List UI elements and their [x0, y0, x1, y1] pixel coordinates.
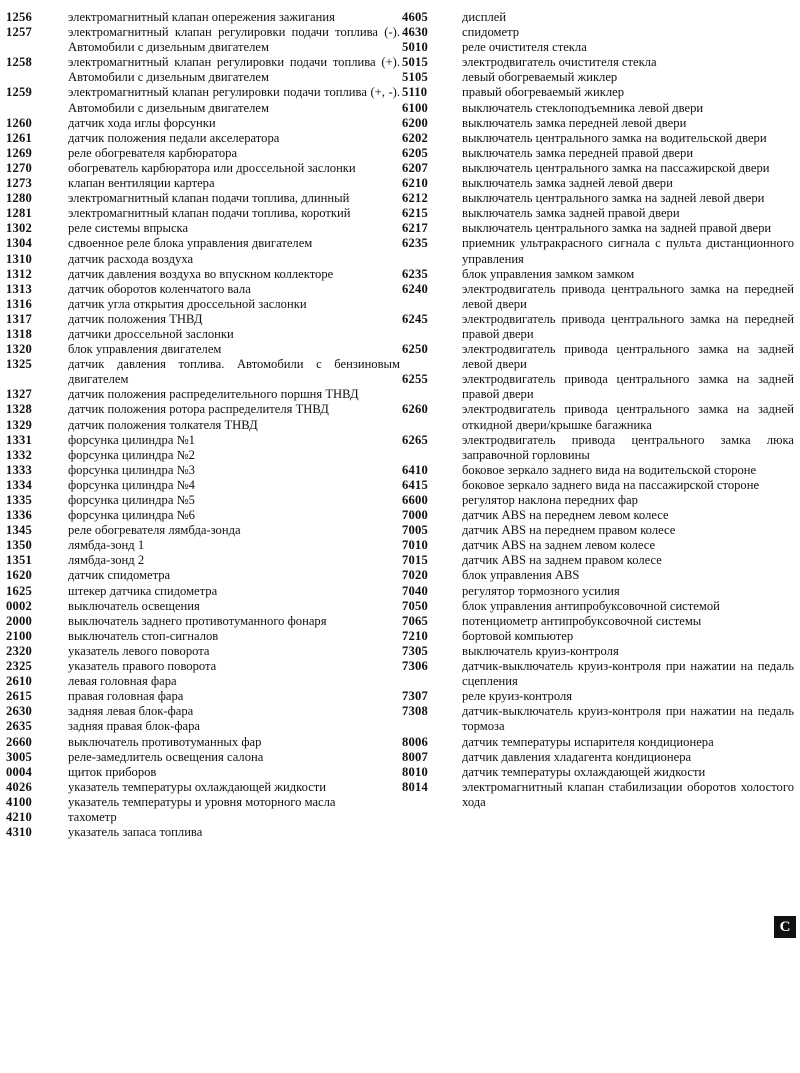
component-description: указатель правого поворота — [68, 659, 217, 674]
component-code: 5110 — [402, 85, 428, 100]
list-item — [402, 161, 794, 176]
list-item — [6, 55, 400, 85]
list-item — [6, 780, 400, 795]
list-item — [6, 719, 400, 734]
component-description: датчик угла открытия дроссельной заслонки — [68, 296, 307, 311]
list-item — [6, 750, 400, 765]
list-item — [402, 750, 794, 765]
component-description: лямбда-зонд 1 — [68, 538, 145, 553]
list-item — [402, 146, 794, 161]
component-description: форсунка цилиндра №3 — [68, 462, 195, 477]
component-code: 4210 — [6, 809, 32, 824]
component-description: выключатель освещения — [68, 598, 200, 613]
component-description: задняя правая блок-фара — [68, 719, 201, 734]
list-item — [402, 131, 794, 146]
list-item — [402, 478, 794, 493]
component-code: 7040 — [402, 583, 428, 598]
list-item — [6, 523, 400, 538]
component-description: блок управления двигателем — [68, 342, 222, 357]
component-description: клапан вентиляции картера — [68, 176, 215, 191]
component-code: 6207 — [402, 160, 428, 175]
list-item — [6, 161, 400, 176]
component-code: 1350 — [6, 538, 32, 553]
component-code: 1281 — [6, 206, 32, 221]
component-description: выключатель замка задней правой двери — [462, 206, 680, 221]
list-item — [6, 357, 400, 387]
list-item — [6, 644, 400, 659]
component-description: форсунка цилиндра №5 — [68, 493, 195, 507]
list-item — [402, 493, 794, 508]
component-code: 7065 — [402, 613, 428, 628]
component-description: потенциометр антипробуксовочной системы — [462, 613, 702, 628]
list-item — [402, 372, 794, 402]
component-code: 6255 — [402, 372, 428, 387]
component-code: 1333 — [6, 462, 32, 477]
component-code: 1320 — [6, 342, 32, 357]
component-description: датчик-выключатель круиз-контроля при нажатии на педаль сцепления — [462, 659, 794, 689]
component-description: электродвигатель привода центрального замка на передней правой двери — [462, 311, 794, 341]
component-description: реле круиз-контроля — [462, 689, 573, 704]
list-item — [402, 10, 794, 25]
component-code: 6217 — [402, 221, 428, 236]
list-item — [402, 463, 794, 478]
list-item — [6, 402, 400, 417]
list-item — [6, 131, 400, 146]
component-description: блок управления ABS — [462, 568, 580, 583]
list-item — [6, 236, 400, 251]
list-item — [402, 342, 794, 372]
component-description: выключатель круиз-контроля — [462, 643, 619, 658]
component-code: 6250 — [402, 342, 428, 357]
component-description: выключатель замка передней правой двери — [462, 145, 694, 160]
component-description: регулятор наклона передних фар — [462, 493, 638, 507]
component-description: выключатель стоп-сигналов — [68, 628, 219, 643]
component-code: 2630 — [6, 704, 32, 719]
list-item — [6, 448, 400, 463]
component-description: датчик расхода воздуха — [68, 251, 194, 266]
list-item — [6, 629, 400, 644]
component-code: 1329 — [6, 417, 32, 432]
component-code: 1327 — [6, 387, 32, 402]
component-description: датчик положения распределительного поршня ТНВД — [68, 387, 359, 402]
component-code: 1312 — [6, 266, 32, 281]
list-item — [402, 780, 794, 810]
list-item — [6, 704, 400, 719]
list-item — [402, 659, 794, 689]
component-code: 1335 — [6, 493, 32, 507]
list-item — [402, 70, 794, 85]
component-description: сдвоенное реле блока управления двигателем — [68, 236, 313, 251]
component-description: щиток приборов — [68, 764, 157, 779]
list-item — [402, 191, 794, 206]
component-code: 1351 — [6, 553, 32, 568]
component-code: 1325 — [6, 357, 32, 372]
component-code: 6235 — [402, 266, 428, 281]
component-code: 7000 — [402, 508, 428, 523]
list-item — [6, 614, 400, 629]
component-code: 0002 — [6, 598, 32, 613]
component-code: 0004 — [6, 764, 32, 779]
component-description: левая головная фара — [68, 674, 177, 689]
list-item — [6, 297, 400, 312]
component-description: выключатель центрального замка на задней правой двери — [462, 221, 772, 236]
component-description: указатель температуры охлаждающей жидкости — [68, 779, 327, 794]
component-description: датчик положения педали акселератора — [68, 130, 280, 145]
component-description: боковое зеркало заднего вида на пассажирской стороне — [462, 477, 760, 492]
component-code: 1620 — [6, 568, 32, 583]
component-code: 1625 — [6, 583, 32, 598]
component-code: 6265 — [402, 432, 428, 447]
list-item — [402, 402, 794, 432]
component-description: форсунка цилиндра №1 — [68, 432, 195, 447]
component-code: 7005 — [402, 523, 428, 538]
list-item — [6, 735, 400, 750]
component-code: 6212 — [402, 191, 428, 206]
component-description: выключатель замка передней левой двери — [462, 115, 687, 130]
component-description: блок управления антипробуксовочной системой — [462, 598, 720, 613]
component-code: 6210 — [402, 176, 428, 191]
list-item — [402, 101, 794, 116]
list-item — [402, 236, 794, 266]
component-description: электродвигатель привода центрального замка на задней откидной двери/крышке багажника — [462, 402, 794, 432]
list-item — [402, 568, 794, 583]
list-item — [6, 116, 400, 131]
component-code: 7050 — [402, 598, 428, 613]
list-item — [6, 795, 400, 810]
component-description: обогреватель карбюратора или дроссельной заслонки — [68, 160, 356, 175]
list-item — [402, 282, 794, 312]
list-item — [6, 221, 400, 236]
component-code: 6205 — [402, 145, 428, 160]
component-description: задняя левая блок-фара — [68, 704, 194, 719]
component-description: электромагнитный клапан регулировки подачи топлива (+, -). Автомобили с дизельным двигателем — [68, 85, 400, 115]
component-description: выключатель центрального замка на водительской двери — [462, 130, 767, 145]
list-item — [6, 493, 400, 508]
component-code: 1302 — [6, 221, 32, 236]
component-description: датчик ABS на переднем левом колесе — [462, 508, 669, 523]
list-item — [402, 765, 794, 780]
component-description: правый обогреваемый жиклер — [462, 85, 624, 100]
component-description: датчик давления воздуха во впускном коллекторе — [68, 266, 334, 281]
component-code: 6410 — [402, 462, 428, 477]
component-description: датчик оборотов коленчатого вала — [68, 281, 251, 296]
component-code: 1280 — [6, 191, 32, 206]
component-code: 2325 — [6, 659, 32, 674]
list-item — [402, 523, 794, 538]
component-description: датчик ABS на заднем правом колесе — [462, 553, 662, 568]
list-item — [402, 40, 794, 55]
component-description: электродвигатель привода центрального замка люка заправочной горловины — [462, 432, 794, 462]
component-code: 1313 — [6, 281, 32, 296]
list-item — [402, 55, 794, 70]
list-item — [6, 146, 400, 161]
component-code: 6415 — [402, 477, 428, 492]
component-code: 8010 — [402, 764, 428, 779]
list-item — [402, 25, 794, 40]
list-item — [6, 463, 400, 478]
component-description: датчик спидометра — [68, 568, 171, 583]
component-code: 2635 — [6, 719, 32, 734]
component-description: боковое зеркало заднего вида на водительской стороне — [462, 462, 757, 477]
component-description: выключатель стеклоподъемника левой двери — [462, 100, 704, 115]
component-description: электромагнитный клапан стабилизации оборотов холостого хода — [462, 779, 794, 809]
component-code: 4100 — [6, 794, 32, 809]
component-description: форсунка цилиндра №6 — [68, 508, 195, 523]
component-description: электромагнитный клапан подачи топлива, короткий — [68, 206, 351, 221]
component-code: 1317 — [6, 311, 32, 326]
list-item — [6, 825, 400, 840]
component-description: реле-замедлитель освещения салона — [68, 749, 264, 764]
component-description: датчик ABS на переднем правом колесе — [462, 523, 676, 538]
component-description: выключатель центрального замка на задней левой двери — [462, 191, 765, 206]
list-item — [402, 176, 794, 191]
list-item — [6, 538, 400, 553]
component-code: 7308 — [402, 704, 428, 719]
list-item — [6, 267, 400, 282]
component-code: 7210 — [402, 628, 428, 643]
component-code: 2610 — [6, 674, 32, 689]
list-item — [6, 191, 400, 206]
list-item — [402, 85, 794, 100]
component-description: датчик хода иглы форсунки — [68, 115, 216, 130]
list-item — [6, 508, 400, 523]
component-description: реле очистителя стекла — [462, 40, 587, 55]
component-description: датчик положения толкателя ТНВД — [68, 417, 258, 432]
right-column — [400, 10, 794, 810]
component-description: электромагнитный клапан опережения зажигания — [68, 10, 335, 24]
component-code: 1336 — [6, 508, 32, 523]
component-code: 2615 — [6, 689, 32, 704]
component-description: выключатель центрального замка на пассажирской двери — [462, 160, 770, 175]
component-description: датчик-выключатель круиз-контроля при нажатии на педаль тормоза — [462, 704, 794, 734]
list-item — [6, 765, 400, 780]
list-item — [6, 584, 400, 599]
component-description: тахометр — [68, 809, 117, 824]
list-item — [6, 342, 400, 357]
component-code: 1261 — [6, 130, 32, 145]
component-code: 5015 — [402, 55, 428, 70]
component-code: 5105 — [402, 70, 428, 85]
list-item — [6, 689, 400, 704]
component-code: 4605 — [402, 10, 428, 24]
component-description: выключатель противотуманных фар — [68, 734, 262, 749]
component-code: 2320 — [6, 643, 32, 658]
list-item — [402, 584, 794, 599]
component-code: 8007 — [402, 749, 428, 764]
list-item — [402, 644, 794, 659]
component-code: 3005 — [6, 749, 32, 764]
list-item — [402, 538, 794, 553]
component-description: приемник ультракрасного сигнала с пульта дистанционного управления — [462, 236, 794, 266]
component-code: 7015 — [402, 553, 428, 568]
list-item — [402, 735, 794, 750]
list-item — [6, 659, 400, 674]
list-item — [402, 116, 794, 131]
component-code: 1332 — [6, 447, 32, 462]
component-code: 4630 — [402, 25, 428, 40]
list-item — [6, 418, 400, 433]
component-description: выключатель замка задней левой двери — [462, 176, 673, 191]
component-description: электродвигатель привода центрального замка на задней правой двери — [462, 372, 794, 402]
component-code: 8006 — [402, 734, 428, 749]
list-item — [6, 327, 400, 342]
list-item — [6, 568, 400, 583]
component-description: выключатель заднего противотуманного фонаря — [68, 613, 327, 628]
component-code: 7010 — [402, 538, 428, 553]
component-description: датчики дроссельной заслонки — [68, 326, 234, 341]
component-code: 1334 — [6, 477, 32, 492]
list-item — [402, 553, 794, 568]
list-item — [6, 176, 400, 191]
component-description: правая головная фара — [68, 689, 184, 704]
component-description: дисплей — [462, 10, 507, 24]
component-code: 2000 — [6, 613, 32, 628]
component-description: блок управления замком замком — [462, 266, 635, 281]
list-item — [6, 252, 400, 267]
component-code: 1256 — [6, 10, 32, 24]
list-item — [6, 553, 400, 568]
component-description: датчик давления хладагента кондиционера — [462, 749, 692, 764]
component-code: 8014 — [402, 779, 428, 794]
component-code: 7306 — [402, 659, 428, 674]
component-code: 6240 — [402, 281, 428, 296]
component-code: 1257 — [6, 25, 32, 40]
component-description: лямбда-зонд 2 — [68, 553, 145, 568]
list-item — [402, 508, 794, 523]
component-description: указатель запаса топлива — [68, 825, 203, 840]
component-description: форсунка цилиндра №4 — [68, 477, 195, 492]
component-code: 1345 — [6, 523, 32, 538]
list-item — [6, 312, 400, 327]
list-item — [402, 221, 794, 236]
component-code: 1260 — [6, 115, 32, 130]
component-description: датчик положения ротора распределителя ТНВД — [68, 402, 329, 417]
component-code: 1259 — [6, 85, 32, 100]
list-item — [402, 206, 794, 221]
component-code: 1316 — [6, 296, 32, 311]
page-corner-mark: C — [774, 916, 796, 938]
component-code: 6215 — [402, 206, 428, 221]
component-description: штекер датчика спидометра — [68, 583, 218, 598]
component-code: 6100 — [402, 100, 428, 115]
component-code: 1304 — [6, 236, 32, 251]
component-code: 1331 — [6, 432, 32, 447]
component-code: 6260 — [402, 402, 428, 417]
list-item — [6, 206, 400, 221]
component-description: датчик давления топлива. Автомобили с бензиновым двигателем — [68, 357, 400, 387]
component-code: 7020 — [402, 568, 428, 583]
list-item — [6, 10, 400, 25]
component-code: 1258 — [6, 55, 32, 70]
component-description: электромагнитный клапан регулировки подачи топлива (+). Автомобили с дизельным двигателем — [68, 55, 400, 85]
component-description: бортовой компьютер — [462, 628, 574, 643]
component-code: 1270 — [6, 160, 32, 175]
list-item — [6, 25, 400, 55]
list-item — [402, 629, 794, 644]
list-item — [6, 810, 400, 825]
component-description: спидометр — [462, 25, 520, 40]
list-item — [402, 267, 794, 282]
list-item — [402, 704, 794, 734]
list-item — [6, 433, 400, 448]
component-code: 1318 — [6, 326, 32, 341]
list-item — [402, 614, 794, 629]
component-description: датчик ABS на заднем левом колесе — [462, 538, 656, 553]
component-code: 1328 — [6, 402, 32, 417]
component-description: указатель температуры и уровня моторного масла — [68, 794, 336, 809]
component-code: 6235 — [402, 236, 428, 251]
component-code: 1273 — [6, 176, 32, 191]
component-code: 7305 — [402, 643, 428, 658]
list-item — [402, 433, 794, 463]
component-description: реле обогревателя лямбда-зонда — [68, 523, 241, 538]
component-code: 7307 — [402, 689, 428, 704]
component-description: электромагнитный клапан подачи топлива, длинный — [68, 191, 350, 206]
component-code: 6200 — [402, 115, 428, 130]
list-item — [6, 85, 400, 115]
component-description: датчик положения ТНВД — [68, 311, 203, 326]
list-item — [6, 599, 400, 614]
list-item — [6, 282, 400, 297]
component-code: 5010 — [402, 40, 428, 55]
component-description: датчик температуры охлаждающей жидкости — [462, 764, 706, 779]
component-description: левый обогреваемый жиклер — [462, 70, 618, 85]
list-item — [402, 689, 794, 704]
list-item — [6, 387, 400, 402]
component-description: датчик температуры испарителя кондиционера — [462, 734, 714, 749]
component-code: 4310 — [6, 825, 32, 840]
component-description: реле системы впрыска — [68, 221, 189, 236]
component-description: реле обогревателя карбюратора — [68, 145, 238, 160]
component-code: 1269 — [6, 145, 32, 160]
component-description: указатель левого поворота — [68, 643, 210, 658]
component-code: 2660 — [6, 734, 32, 749]
component-code: 1310 — [6, 251, 32, 266]
list-item — [6, 478, 400, 493]
left-column — [0, 10, 400, 840]
component-description: форсунка цилиндра №2 — [68, 447, 195, 462]
list-item — [402, 312, 794, 342]
component-code: 6245 — [402, 311, 428, 326]
component-code: 4026 — [6, 779, 32, 794]
component-code: 2100 — [6, 628, 32, 643]
component-description: электромагнитный клапан регулировки подачи топлива (-). Автомобили с дизельным двигателем — [68, 25, 400, 55]
component-code: 6202 — [402, 130, 428, 145]
component-description: регулятор тормозного усилия — [462, 583, 620, 598]
component-code: 6600 — [402, 493, 428, 507]
component-description: электродвигатель очистителя стекла — [462, 55, 657, 70]
list-item — [6, 674, 400, 689]
list-item — [402, 599, 794, 614]
component-description: электродвигатель привода центрального замка на задней левой двери — [462, 342, 794, 372]
component-description: электродвигатель привода центрального замка на передней левой двери — [462, 281, 794, 311]
